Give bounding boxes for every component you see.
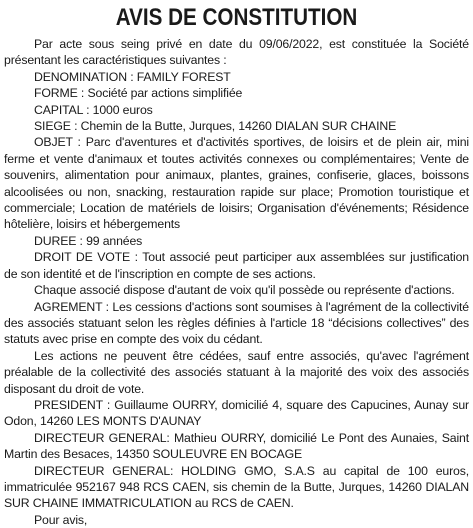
denomination-line: DENOMINATION : FAMILY FOREST [34,69,231,84]
directeur-general-2-paragraph: DIRECTEUR GENERAL: HOLDING GMO, S.A.S au capital de 100 euros, immatriculée 952167 948 RCS CAEN, sis chemin de la Butte, Jurques, 14260 DIALAN SUR CHAINE IMMATRICULATION au RCS de CAEN. [4,463,469,511]
voix-paragraph: Chaque associé dispose d'autant de voix qu'il possède ou représente d'actions. [34,283,455,298]
president-paragraph: PRESIDENT : Guillaume OURRY, domicilié 4, square des Capucines, Aunay sur Odon, 14260 LES MONTS D'AUNAY [4,397,469,429]
objet-paragraph: OBJET : Parc d'aventures et d'activités sportives, de loisirs et de plein air, mini ferme et vente d'animaux et toutes activités connexes ou complémentaires; Vente de souvenirs, alimentation pour animaux, plantes, graines, confiserie, glaces, boissons alcoolisées ou non, snacking, restauration rapide sur place; Promotion touristique et commerciale; Location de matériels de loisirs; Organisation d'événements; Résidence hôtelière, loisirs et hébergements [4,135,469,232]
directeur-general-1-paragraph: DIRECTEUR GENERAL: Mathieu OURRY, domicilié Le Pont des Aunaies, Saint Martin des Besaces, 14350 SOULEUVRE EN BOCAGE [4,430,469,462]
capital-line: CAPITAL : 1000 euros [34,102,153,117]
pour-avis-line: Pour avis, [34,512,88,527]
agrement-paragraph: AGREMENT : Les cessions d'actions sont soumises à l'agrément de la collectivité des associés statuant selon les règles définies à l'article 18 “décisions collectives” des statuts avec prise en compte des voix du cédant. [4,299,469,347]
notice-title: AVIS DE CONSTITUTION [115,4,358,31]
notice-body [4,36,469,528]
intro-paragraph: Par acte sous seing privé en date du 09/06/2022, est constituée la Société présentant les caractéristiques suivantes : [4,37,469,68]
forme-line: FORME : Société par actions simplifiée [34,86,243,101]
cession-paragraph: Les actions ne peuvent être cédées, sauf entre associés, qu'avec l'agrément préalable de la collectivité des associés statuant à la majorité des voix des associés disposant du droit de vote. [4,348,469,396]
droit-de-vote-paragraph: DROIT DE VOTE : Tout associé peut participer aux assemblées sur justification de son identité et de l'inscription en compte de ses actions. [4,250,469,281]
siege-line: SIEGE : Chemin de la Butte, Jurques, 14260 DIALAN SUR CHAINE [34,119,397,134]
duree-line: DUREE : 99 années [34,233,143,248]
